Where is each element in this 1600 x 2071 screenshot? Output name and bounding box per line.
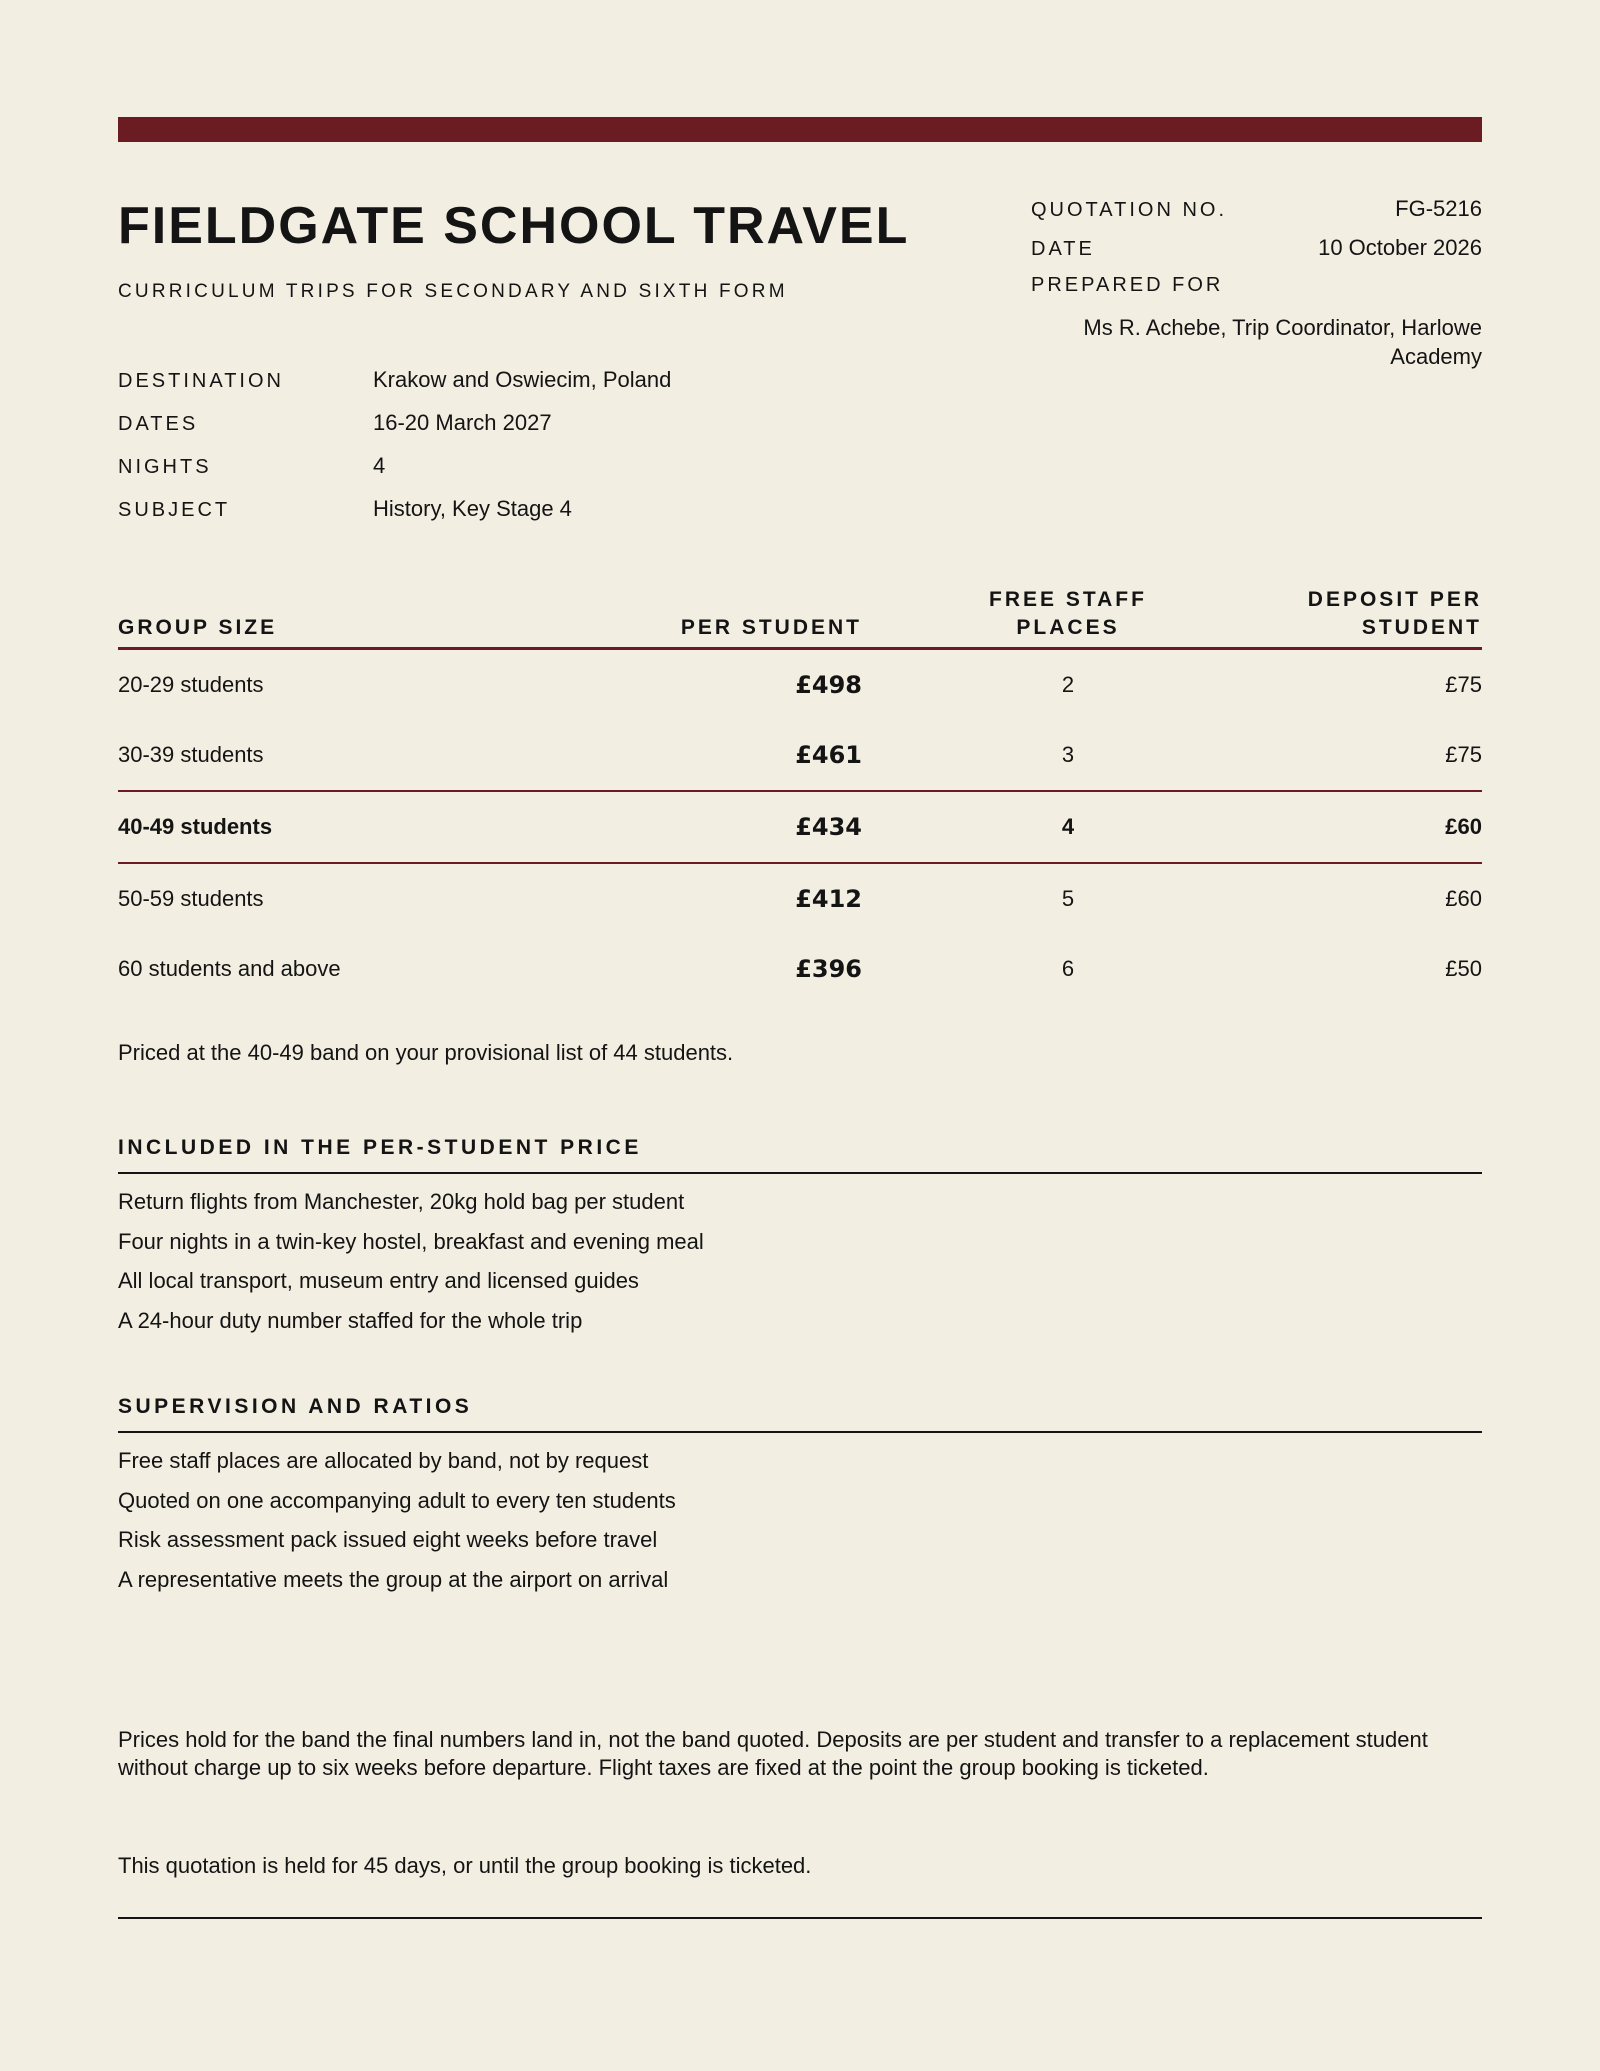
cell-deposit: £60 xyxy=(1445,814,1482,839)
quotation-number-label: QUOTATION NO. xyxy=(1031,199,1228,221)
date-row xyxy=(1031,235,1482,274)
prepared-for-value: Ms R. Achebe, Trip Coordinator, Harlowe Academy xyxy=(1083,315,1482,369)
detail-subject xyxy=(118,496,671,539)
pricing-table xyxy=(118,586,1482,1004)
list-item: Risk assessment pack issued eight weeks before travel xyxy=(118,1527,658,1552)
prepared-for-label: PREPARED FOR xyxy=(1031,274,1224,296)
list-item: Four nights in a twin-key hostel, breakfast and evening meal xyxy=(118,1228,704,1254)
detail-dates xyxy=(118,410,671,453)
validity-text: This quotation is held for 45 days, or until the group booking is ticketed. xyxy=(118,1853,812,1878)
detail-label: DATES xyxy=(118,413,199,435)
header-deposit-text: DEPOSIT PER STUDENT xyxy=(1307,588,1482,639)
cell-deposit: £75 xyxy=(1445,742,1482,767)
list-item: A representative meets the group at the airport on arrival xyxy=(118,1566,669,1592)
detail-value: History, Key Stage 4 xyxy=(373,496,572,521)
included-list xyxy=(118,1182,1482,1340)
list-item: Quoted on one accompanying adult to every ten students xyxy=(118,1487,676,1513)
cell-deposit: £50 xyxy=(1445,956,1482,981)
quotation-number-value: FG-5216 xyxy=(1395,196,1482,221)
prepared-for-row xyxy=(1031,274,1482,313)
company-name: FIELDGATE SCHOOL TRAVEL xyxy=(118,197,910,255)
cell-staff: 3 xyxy=(1061,742,1075,767)
list-item: A 24-hour duty number staffed for the whole trip xyxy=(118,1307,583,1333)
cell-staff: 4 xyxy=(1061,814,1075,839)
header-per-student: PER STUDENT xyxy=(680,616,862,639)
table-row xyxy=(118,934,1482,1004)
footer-rule xyxy=(118,1917,1482,1919)
detail-value: Krakow and Oswiecim, Poland xyxy=(373,367,672,392)
quotation-meta xyxy=(1031,196,1482,371)
cell-deposit: £75 xyxy=(1445,672,1482,697)
detail-label: SUBJECT xyxy=(118,499,231,521)
quotation-number-row xyxy=(1031,196,1482,235)
header-deposit xyxy=(1274,586,1482,642)
terms-text: Prices hold for the band the final numbers land in, not the band quoted. Deposits are per student and transfer to a replacement student without charge up to six weeks before departure. Flight taxes are fixed at the point the group booking is ticketed. xyxy=(118,1727,1428,1780)
header xyxy=(118,142,1482,369)
table-row xyxy=(118,864,1482,934)
cell-group: 50-59 students xyxy=(118,886,264,911)
supervision-list xyxy=(118,1441,1482,1599)
accent-bar xyxy=(118,117,1482,142)
detail-destination xyxy=(118,367,671,410)
cell-group: 30-39 students xyxy=(118,742,264,767)
detail-label: DESTINATION xyxy=(118,370,284,392)
included-title: INCLUDED IN THE PER-STUDENT PRICE xyxy=(118,1136,1482,1174)
detail-nights xyxy=(118,453,671,496)
cell-price: £498 xyxy=(795,671,862,699)
table-row-highlighted xyxy=(118,790,1482,864)
cell-staff: 2 xyxy=(1061,672,1075,697)
cell-group: 20-29 students xyxy=(118,672,264,697)
pricing-note: Priced at the 40-49 band on your provisional list of 44 students. xyxy=(118,1040,734,1065)
list-item: All local transport, museum entry and licensed guides xyxy=(118,1268,639,1293)
list-item: Free staff places are allocated by band, not by request xyxy=(118,1448,649,1473)
detail-value: 16-20 March 2027 xyxy=(373,410,552,435)
supervision-section xyxy=(118,1395,1482,1599)
tagline: CURRICULUM TRIPS FOR SECONDARY AND SIXTH FORM xyxy=(118,281,788,302)
included-section xyxy=(118,1136,1482,1340)
cell-staff: 5 xyxy=(1061,886,1075,911)
table-row xyxy=(118,720,1482,790)
cell-price: £461 xyxy=(795,741,862,769)
detail-value: 4 xyxy=(373,453,386,478)
detail-label: NIGHTS xyxy=(118,456,212,478)
cell-group: 60 students and above xyxy=(118,956,341,981)
header-free-staff-text: FREE STAFF PLACES xyxy=(989,588,1147,639)
trip-details xyxy=(118,367,671,539)
cell-staff: 6 xyxy=(1061,956,1075,981)
cell-price: £396 xyxy=(795,955,862,983)
header-group-size: GROUP SIZE xyxy=(118,616,278,639)
header-free-staff xyxy=(862,586,1274,642)
quotation-page xyxy=(118,117,1482,1878)
cell-price: £434 xyxy=(795,813,862,841)
cell-deposit: £60 xyxy=(1445,886,1482,911)
table-header xyxy=(118,586,1482,650)
cell-price: £412 xyxy=(795,885,862,913)
supervision-title: SUPERVISION AND RATIOS xyxy=(118,1395,1482,1433)
list-item: Return flights from Manchester, 20kg hold bag per student xyxy=(118,1189,685,1214)
cell-group: 40-49 students xyxy=(118,814,273,839)
date-label: DATE xyxy=(1031,238,1095,260)
table-row xyxy=(118,650,1482,720)
date-value: 10 October 2026 xyxy=(1318,235,1482,260)
